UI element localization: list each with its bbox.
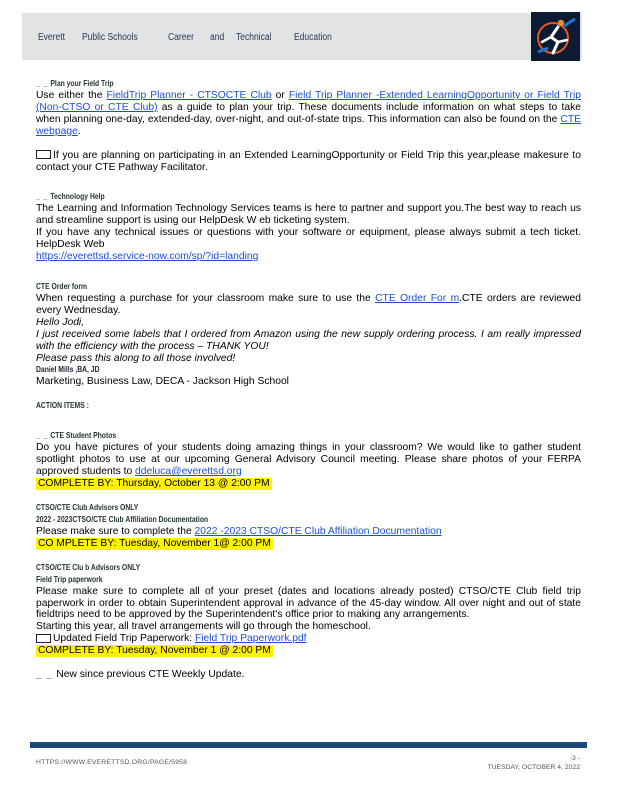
district-logo-icon xyxy=(531,12,580,61)
order-form-heading: CTE Order form xyxy=(36,280,88,291)
field-trip-planner-ctso-link[interactable]: FieldTrip Planner - CTSOCTE Club xyxy=(106,90,272,101)
header-word-everett: Everett xyxy=(38,32,65,43)
tech-help-paragraph-1: The Learning and Information Technology Services teams is here to partner and support you.The best way to reach us and streamline support is using our HelpDesk W eb ticketing system. xyxy=(36,203,581,227)
footer-date: TUESDAY, OCTOBER 4, 2022 xyxy=(487,764,580,771)
footer-bar xyxy=(30,742,587,748)
header-word-and: and xyxy=(210,32,225,43)
new-dash-icon: _ _ xyxy=(36,191,48,202)
new-dash-icon: _ _ xyxy=(36,669,54,681)
ft-paperwork-checkbox-line: Updated Field Trip Paperwork: Field Trip Paperwork.pdf xyxy=(36,633,581,645)
footer-url: HTTPS://WWW.EVERETTSD.ORG/PAGE/5958 xyxy=(36,759,188,766)
header-word-education: Education xyxy=(294,32,332,43)
checkbox-icon xyxy=(36,150,51,159)
header-word-career: Career xyxy=(168,32,194,43)
photos-paragraph: Do you have pictures of your students doing amazing things in your classroom? We would like to gather student spotlight photos to use at our upcoming General Advisory Council meeting. Please share photos of your FERPA approved students to ddeluca@everettsd.org xyxy=(36,442,581,478)
page-number: -3 - xyxy=(569,755,580,762)
field-trip-planner-extended-link[interactable]: Field Trip Planner -Extended LearningOpportunity or Field Trip (Non-CTSO or CTE Club) xyxy=(36,90,581,113)
checkbox-icon xyxy=(36,634,51,643)
field-trip-paragraph: Use either the FieldTrip Planner - CTSOCTE Club or Field Trip Planner -Extended LearningOpportunity or Field Trip (Non-CTSO or CTE Club) as a guide to plan your trip. These documents include information on what steps to take when planning one-day, extended-day, over-night, and out-of-state trips. This information can also be found on the CTE webpage. xyxy=(36,90,581,137)
club-affiliation-paragraph: Please make sure to complete the 2022 -2023 CTSO/CTE Club Affiliation Documentation xyxy=(36,525,442,537)
new-dash-icon: _ _ xyxy=(36,78,48,88)
ft-paperwork-paragraph-2: Starting this year, all travel arrangements will go through the homeschool. xyxy=(36,621,371,633)
club-affiliation-complete-by: CO MPLETE BY: Tuesday, November 1@ 2:00 PM xyxy=(38,537,271,549)
quote-greeting: Hello Jodi, xyxy=(36,316,85,328)
quote-author-role: Marketing, Business Law, DECA - Jackson High School xyxy=(36,376,289,388)
header-word-public-schools: Public Schools xyxy=(82,32,138,43)
club-advisors-heading: CTSO/CTE Club Advisors ONLY xyxy=(36,501,139,512)
cte-order-form-link[interactable]: CTE Order For m xyxy=(375,292,460,304)
action-items-heading: ACTION ITEMS : xyxy=(36,400,89,411)
new-dash-icon: _ _ xyxy=(36,430,48,441)
tech-help-link-line xyxy=(36,251,581,263)
field-trip-checkbox-line: If you are planning on participating in an Extended LearningOpportunity or Field Trip this year,please makesure to contact your CTE Pathway Facilitator. xyxy=(36,149,581,173)
club-affiliation-link[interactable]: 2022 -2023 CTSO/CTE Club Affiliation Documentation xyxy=(194,525,442,537)
photos-complete-by: COMPLETE BY: Thursday, October 13 @ 2:00 PM xyxy=(38,477,270,489)
footer-right xyxy=(487,754,580,772)
cte-webpage-link[interactable]: CTE webpage xyxy=(36,113,581,137)
club-affiliation-heading: 2022 - 2023CTSO/CTE Club Affiliation Documentation xyxy=(36,513,209,524)
ft-paperwork-complete-by: COMPLETE BY: Tuesday, November 1 @ 2:00 PM xyxy=(38,645,271,657)
tech-help-paragraph-2: If you have any technical issues or questions with your software or equipment, please always submit a tech ticket. HelpDesk Web xyxy=(36,227,581,251)
quote-author-name: Daniel Mills ,BA, JD xyxy=(36,365,100,375)
ft-paperwork-pdf-link[interactable]: Field Trip Paperwork.pdf xyxy=(194,633,307,645)
ft-paperwork-heading: Field Trip paperwork xyxy=(36,573,103,584)
photos-heading: _ _ CTE Student Photos xyxy=(36,430,117,441)
header-word-technical: Technical xyxy=(236,32,272,43)
ft-paperwork-advisors-heading: CTSO/CTE Clu b Advisors ONLY xyxy=(36,561,141,572)
tech-help-heading: _ _ Technology Help xyxy=(36,191,105,202)
quote-close: Please pass this along to all those involved! xyxy=(36,352,236,364)
order-form-paragraph: When requesting a purchase for your classroom make sure to use the CTE Order For m.CTE orders are reviewed every Wednesday. xyxy=(36,292,581,316)
photos-email-link[interactable]: ddeluca@everettsd.org xyxy=(135,466,242,478)
helpdesk-link[interactable]: https://everettsd.service-now.com/sp/?id=landing xyxy=(36,251,259,263)
newsletter-content xyxy=(36,78,581,681)
legend-line: _ _ New since previous CTE Weekly Update. xyxy=(36,669,245,681)
field-trip-heading: _ _ Plan your Field Trip xyxy=(36,78,114,88)
quote-body: I just received some labels that I ordered from Amazon using the new supply ordering process. I am really impressed with the efficiency with the process – THANK YOU! xyxy=(36,328,581,352)
ft-paperwork-paragraph-1: Please make sure to complete all of your preset (dates and locations already posted) CTSO/CTE Club field trip paperwork in order to obtain Superintendent approval in advance of the 45-day window. All over night and out of state fieldtrips need to be approved by the Superintendent's office prior to making any arrangements. xyxy=(36,585,581,621)
